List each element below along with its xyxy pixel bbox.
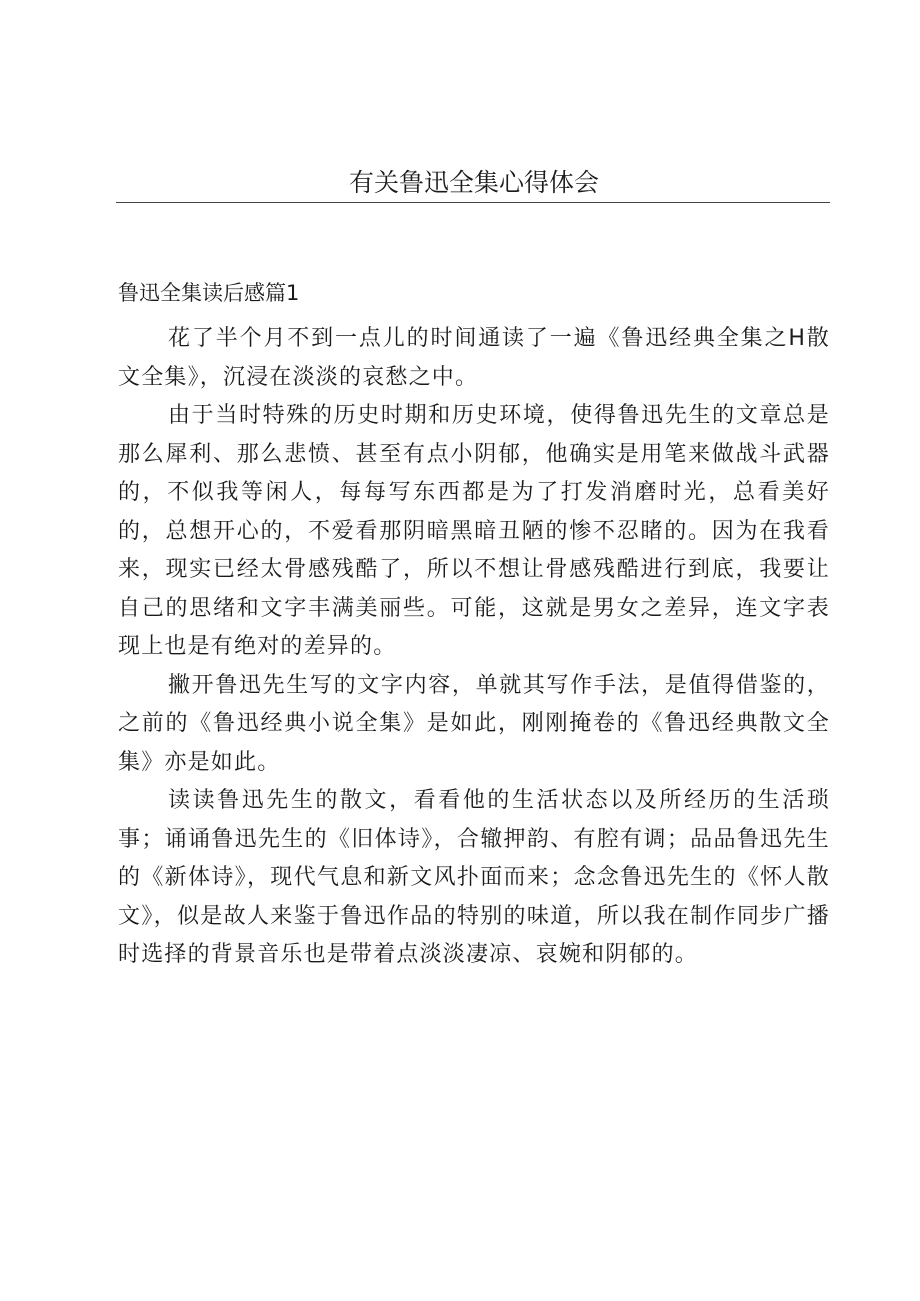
paragraph-2: 由于当时特殊的历史时期和历史环境，使得鲁迅先生的文章总是那么犀利、那么悲愤、甚至有点小阴郁，他确实是用笔来做战斗武器的，不似我等闲人，每每写东西都是为了打发消磨时光，总看美好的，总想开心的，不爱看那阴暗黑暗丑陋的惨不忍睹的。因为在我看来，现实已经太骨感残酷了，所以不想让骨感残酷进行到底，我要让自己的思绪和文字丰满美丽些。可能，这就是男女之差异，连文字表现上也是有绝对的差异的。 — [118, 403, 830, 659]
document-title: 有关鲁迅全集心得体会 — [348, 168, 599, 197]
paragraph-4: 读读鲁迅先生的散文，看看他的生活状态以及所经历的生活琐事；诵诵鲁迅先生的《旧体诗》，合辙押韵、有腔有调；品品鲁迅先生的《新体诗》，现代气息和新文风扑面而来；念念鲁迅先生的《怀人散文》，似是故人来鉴于鲁迅作品的特别的味道，所以我在制作同步广播时选择的背景音乐也是带着点淡淡凄凉、哀婉和阴郁的。 — [118, 788, 830, 967]
body-text — [118, 320, 830, 975]
paragraph-1: 花了半个月不到一点儿的时间通读了一遍《鲁迅经典全集之H散文全集》，沉浸在淡淡的哀愁之中。 — [118, 326, 830, 390]
paragraph-3: 撇开鲁迅先生写的文字内容，单就其写作手法，是值得借鉴的，之前的《鲁迅经典小说全集》是如此，刚刚掩卷的《鲁迅经典散文全集》亦是如此。 — [118, 672, 830, 775]
section-heading: 鲁迅全集读后感篇1 — [118, 281, 300, 305]
title-underline — [116, 202, 830, 203]
